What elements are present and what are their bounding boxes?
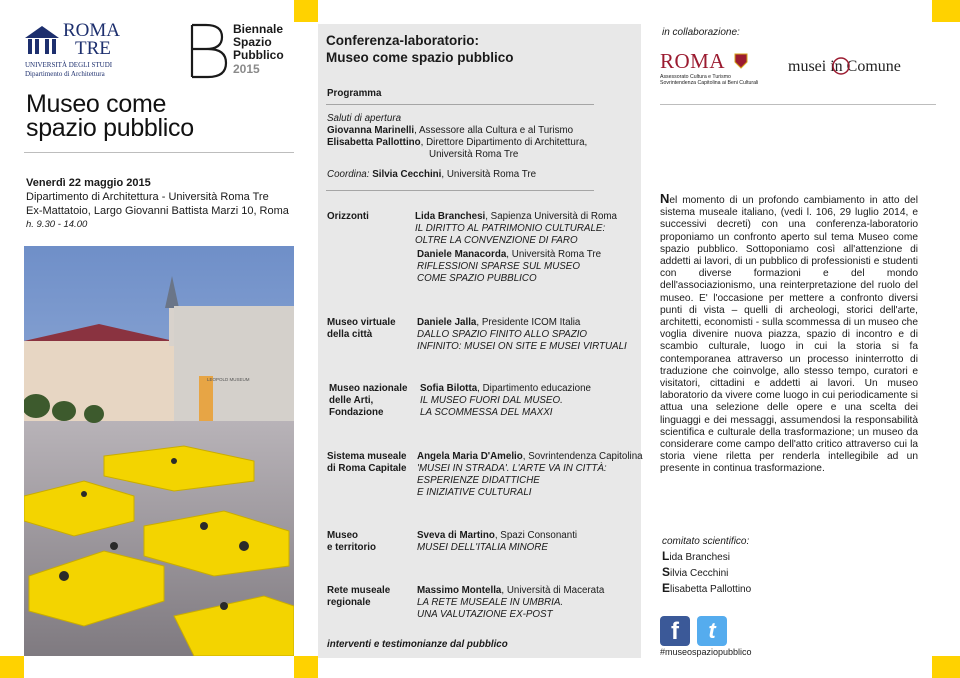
roma-subtitle: Assessorato Cultura e Turismo [660,74,731,80]
romatre-subtitle: UNIVERSITÀ DEGLI STUDI [25,61,113,69]
speaker-name: Daniele Manacorda [417,249,507,260]
roma-subtitle: Sovrintendenza Capitolina ai Beni Culturali [660,80,759,86]
intro-paragraph [660,193,918,476]
section-label-line: regionale [327,597,371,608]
musei-in-comune-wordmark: musei in Comune [788,58,901,75]
committee-member [662,549,751,565]
speaker-role: , Presidente ICOM Italia [476,317,581,328]
speaker-name: Lida Branchesi [415,211,486,222]
talk-title: OLTRE LA CONVENZIONE DI FARO [415,235,578,246]
section-label-line: della città [327,329,373,340]
talk-title: E INIZIATIVE CULTURALI [417,487,532,498]
speaker-role: , Università Roma Tre [506,249,602,260]
roma-logo [660,50,760,94]
talk-title: MUSEI DELL'ITALIA MINORE [417,542,548,553]
event-hours: h. 9.30 - 14.00 [26,219,88,230]
biennale-logo [188,22,298,82]
committee-member [662,581,751,597]
section-label [329,383,407,419]
facebook-icon[interactable] [660,616,690,646]
speaker-name: Daniele Jalla [417,317,477,328]
program-footer: interventi e testimonianze dal pubblico [327,639,508,650]
section-label-line: Orizzonti [327,211,369,222]
biennale-year: 2015 [233,62,260,76]
speaker [417,585,604,597]
speaker-role: , Direttore Dipartimento di Architettura, [420,137,588,148]
title-line: Museo come [26,90,167,118]
romatre-logo [25,22,120,82]
speaker [417,530,577,542]
section-label [327,530,376,554]
corner-accent [0,656,24,678]
corner-accent [294,0,318,22]
scientific-committee [662,535,751,597]
romatre-department: Dipartimento di Architettura [25,70,105,78]
speaker-role: , Dipartimento educazione [477,383,591,394]
section-label-line: Museo nazionale [329,383,408,394]
talk-title: RIFLESSIONI SPARSE SUL MUSEO [417,261,580,272]
event-date: Venerdì 22 maggio 2015 [26,177,151,189]
speaker-role: Università Roma Tre [429,149,519,160]
committee-label: comitato scientifico: [662,536,750,547]
roma-wordmark: ROMA [660,49,726,73]
coord-label: Coordina: [327,169,370,180]
speaker-role: , Università Roma Tre [441,169,537,180]
section-label-line: Fondazione [329,407,384,418]
speaker-role: , Assessore alla Cultura e al Turismo [414,125,574,136]
speaker-name: Massimo Montella [417,585,502,596]
facebook-glyph: f [671,618,679,645]
speaker-name: Elisabetta Pallottino [327,137,421,148]
section-label [327,585,390,609]
corner-accent [294,656,318,678]
program-title [326,32,514,66]
romatre-word-roma: ROMA [63,20,121,41]
speaker-name: Sofia Bilotta [420,383,478,394]
intro-text: el momento di un profondo cambiamento in atto del sistema museale italiano, (vedi l. 106, 29 luglio 2014, e successivi decreti) con una conferenza-laboratorio proponiamo un confronto aperto sul tema Museo come spazio pubblico. Sottoponiamo così all'attenzione di addetti ai lavori, di un pubblico di professionisti e studenti con diverse formazioni e del mondo dell'associazionismo, una reinterpretazione del ruolo del museo. E' l'occasione per mettere a confronto diversi punti di vista – quelli di archeologi, storici dell'arte, architetti, economisti - sulla scommessa di un museo che voglia divenire nuova piazza, spazio di incontro e di scambio culturale, luogo in cui la storia si fa contemporanea attraverso un processo ininterrotto di traduzione che coinvolge, allo stesso tempo, curatori e visitatori, cittadini e addetti ai lavori. Un museo laboratorio da vivere come luogo in cui periodicamente si attua una selezione delle opere e una scelta dei linguaggi e dei messaggi, assumendosi la responsabilità scientifica e culturale della trasformazione; un museo da considerare come campo dell'atto critico attraverso cui la storia viene riletta per renderla intellegibile ad un presente in continua trasformazione. [660,195,918,475]
member-name: ida Branchesi [669,552,730,563]
section-label [327,451,407,475]
speaker [417,317,580,329]
talk-title: INFINITO: MUSEI ON SITE E MUSEI VIRTUALI [417,341,627,352]
biennale-word3: Pubblico [233,48,284,62]
talk-title: ESPERIENZE DIDATTICHE [417,475,540,486]
museum-photo [24,246,294,656]
talk-title: COME SPAZIO PUBBLICO [417,273,537,284]
section-label-line: Sistema museale [327,451,407,462]
committee-member [662,565,751,581]
title-line: spazio pubblico [26,114,194,142]
drop-cap: N [660,191,670,206]
divider [326,190,594,191]
speaker-role: , Sapienza Università di Roma [485,211,618,222]
programma-heading: Programma [327,88,382,99]
musei-in-comune-logo [788,58,928,88]
biennale-word1: Biennale [233,22,284,36]
leopold-museum-sign: LEOPOLD MUSEUM [207,377,250,382]
section-label-line: e territorio [327,542,376,553]
talk-title: UNA VALUTAZIONE EX-POST [417,609,553,620]
museum-square-illustration [24,246,294,656]
biennale-word2: Spazio [233,35,272,49]
talk-title: IL DIRITTO AL PATRIMONIO CULTURALE: [415,223,606,234]
speaker [415,211,617,223]
collaboration-label: in collaborazione: [662,27,740,38]
section-label [327,211,369,223]
section-label-line: Rete museale [327,585,391,596]
speaker [417,451,643,463]
divider [660,104,936,105]
speaker-role: , Sovrintendenza Capitolina [522,451,643,462]
saluti-label: Saluti di apertura [327,113,402,124]
saluti-speaker [327,137,587,149]
speaker [417,249,601,261]
divider [326,104,594,105]
talk-title: LA RETE MUSEALE IN UMBRIA. [417,597,564,608]
divider [24,152,294,153]
member-initial: S [662,565,671,579]
biennale-b-icon [188,22,228,80]
coordinator [327,169,536,181]
speaker-name: Sveva di Martino [417,530,495,541]
section-label [327,317,396,341]
section-label-line: Museo [327,530,359,541]
hashtag: #museospaziopubblico [660,647,752,657]
roma-crest-icon [734,53,748,69]
corner-accent [932,0,960,22]
speaker [420,383,591,395]
saluti-speaker [327,125,573,137]
program-title-line: Conferenza-laboratorio: [326,33,480,48]
section-label-line: di Roma Capitale [327,463,407,474]
talk-title: IL MUSEO FUORI DAL MUSEO. [420,395,563,406]
twitter-icon[interactable] [697,616,727,646]
section-label-line: Museo virtuale [327,317,396,328]
romatre-emblem-icon [25,26,59,56]
member-name: lisabetta Pallottino [670,584,752,595]
event-info [26,176,289,232]
member-initial: E [662,581,671,595]
section-label-line: delle Arti, [329,395,374,406]
twitter-glyph: t [708,618,716,643]
page-title [26,92,194,140]
speaker-role: , Università di Macerata [501,585,605,596]
talk-title: 'MUSEI IN STRADA'. L'ARTE VA IN CITTÀ: [417,463,607,474]
member-initial: L [662,549,670,563]
talk-title: LA SCOMMESSA DEL MAXXI [420,407,553,418]
speaker-name: Giovanna Marinelli [327,125,415,136]
speaker-role: , Spazi Consonanti [494,530,578,541]
musei-ring-icon [831,56,851,76]
event-address: Ex-Mattatoio, Largo Giovanni Battista Marzi 10, Roma [26,205,289,217]
romatre-word-tre: TRE [75,38,111,59]
speaker-name: Angela Maria D'Amelio [417,451,523,462]
talk-title: DALLO SPAZIO FINITO ALLO SPAZIO [417,329,588,340]
event-venue: Dipartimento di Architettura - Università Roma Tre [26,191,269,203]
program-title-line: Museo come spazio pubblico [326,50,514,65]
corner-accent [932,656,960,678]
speaker-name: Silvia Cecchini [372,169,442,180]
member-name: ilvia Cecchini [670,568,729,579]
